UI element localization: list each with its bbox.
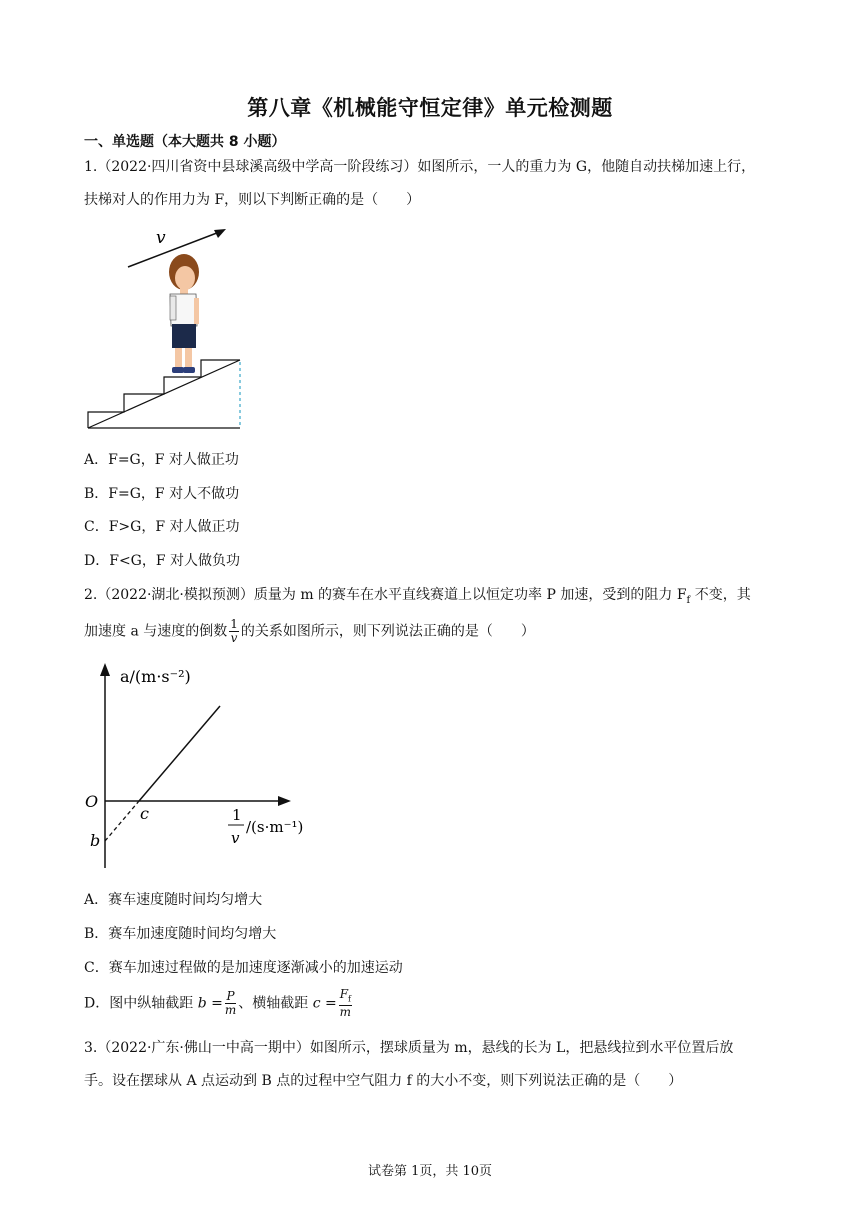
escalator-incline	[88, 360, 240, 428]
fraction-numerator: P	[226, 989, 235, 1004]
ff-symbol: F	[339, 987, 349, 1001]
fraction-denominator: m	[339, 1005, 352, 1020]
fraction-denominator: m	[224, 1003, 237, 1018]
q2-inverse-v-fraction	[229, 618, 239, 645]
q3-stem-line1: 3.（2022·广东·佛山一中高一期中）如图所示，摆球质量为 m，悬线的长为 L，把悬线拉到水平位置后放	[84, 1040, 734, 1056]
section-heading: 一、单选题（本大题共 8 小题）	[84, 134, 286, 150]
page-title: 第八章《机械能守恒定律》单元检测题	[247, 96, 613, 120]
y-axis-arrowhead	[100, 663, 110, 676]
ff-subscript: f	[348, 994, 352, 1004]
ff-over-m-fraction	[339, 988, 352, 1019]
b-equals: b =	[197, 995, 223, 1012]
person-icon	[169, 254, 199, 373]
fraction-numerator	[339, 988, 352, 1006]
p-over-m-fraction	[225, 990, 236, 1017]
q2-option-c: C．赛车加速过程做的是加速度逐渐减小的加速运动	[84, 960, 403, 976]
fraction-numerator: 1	[230, 617, 238, 631]
q3-stem-line2: 手。设在摆球从 A 点运动到 B 点的过程中空气阻力 f 的大小不变，则下列说法正确的是（ ）	[84, 1073, 683, 1089]
y-axis-label: a/(m·s⁻²)	[120, 667, 191, 686]
velocity-arrowhead	[214, 229, 226, 238]
q2-stem-line2-b: 的关系如图所示，则下列说法正确的是（ ）	[240, 623, 535, 640]
graph-dashed-extension	[105, 801, 139, 841]
page-footer: 试卷第 1页，共 10页	[367, 1164, 493, 1179]
q2-stem-line2	[84, 618, 535, 645]
b-intercept-label: b	[90, 831, 101, 850]
graph-solid-line	[139, 706, 220, 801]
q2-stem-line1	[84, 585, 751, 611]
q2-stem-line1-end: 不变，其	[690, 587, 751, 603]
c-intercept-label: c	[140, 804, 149, 823]
q2-ff-subscript: f	[686, 594, 691, 606]
q1-option-b: B．F=G，F 对人不做功	[84, 486, 240, 502]
q1-option-a: A．F=G，F 对人做正功	[84, 452, 239, 468]
q1-escalator-figure	[84, 226, 254, 432]
q2-option-d-separator: 、横轴截距	[238, 995, 309, 1012]
q2-graph	[84, 660, 324, 875]
fraction-denominator: v	[230, 631, 238, 645]
velocity-label: v	[156, 228, 166, 248]
q1-stem-line2: 扶梯对人的作用力为 F，则以下判断正确的是（ ）	[84, 192, 421, 208]
q1-option-c: C．F>G，F 对人做正功	[84, 519, 240, 535]
x-label-denominator: v	[231, 829, 240, 847]
q2-option-d-text: D．图中纵轴截距	[84, 995, 194, 1012]
origin-label: O	[85, 792, 99, 811]
c-equals: c =	[312, 995, 337, 1012]
q2-option-d	[84, 988, 354, 1019]
q1-option-d: D．F<G，F 对人做负功	[84, 553, 241, 569]
x-axis-arrowhead	[278, 796, 291, 806]
x-label-numerator: 1	[232, 806, 242, 824]
x-label-unit: /(s·m⁻¹)	[246, 818, 304, 836]
q2-stem-line2-a: 加速度 a 与速度的倒数	[84, 623, 228, 640]
q2-option-a: A．赛车速度随时间均匀增大	[84, 892, 263, 908]
q2-option-b: B．赛车加速度随时间均匀增大	[84, 926, 277, 942]
q1-stem-line1: 1.（2022·四川省资中县球溪高级中学高一阶段练习）如图所示，一人的重力为 G，他随自动扶梯加速上行，	[84, 159, 756, 175]
q2-stem-line1-text: 2.（2022·湖北·模拟预测）质量为 m 的赛车在水平直线赛道上以恒定功率 P 加速，受到的阻力 F	[84, 587, 687, 603]
